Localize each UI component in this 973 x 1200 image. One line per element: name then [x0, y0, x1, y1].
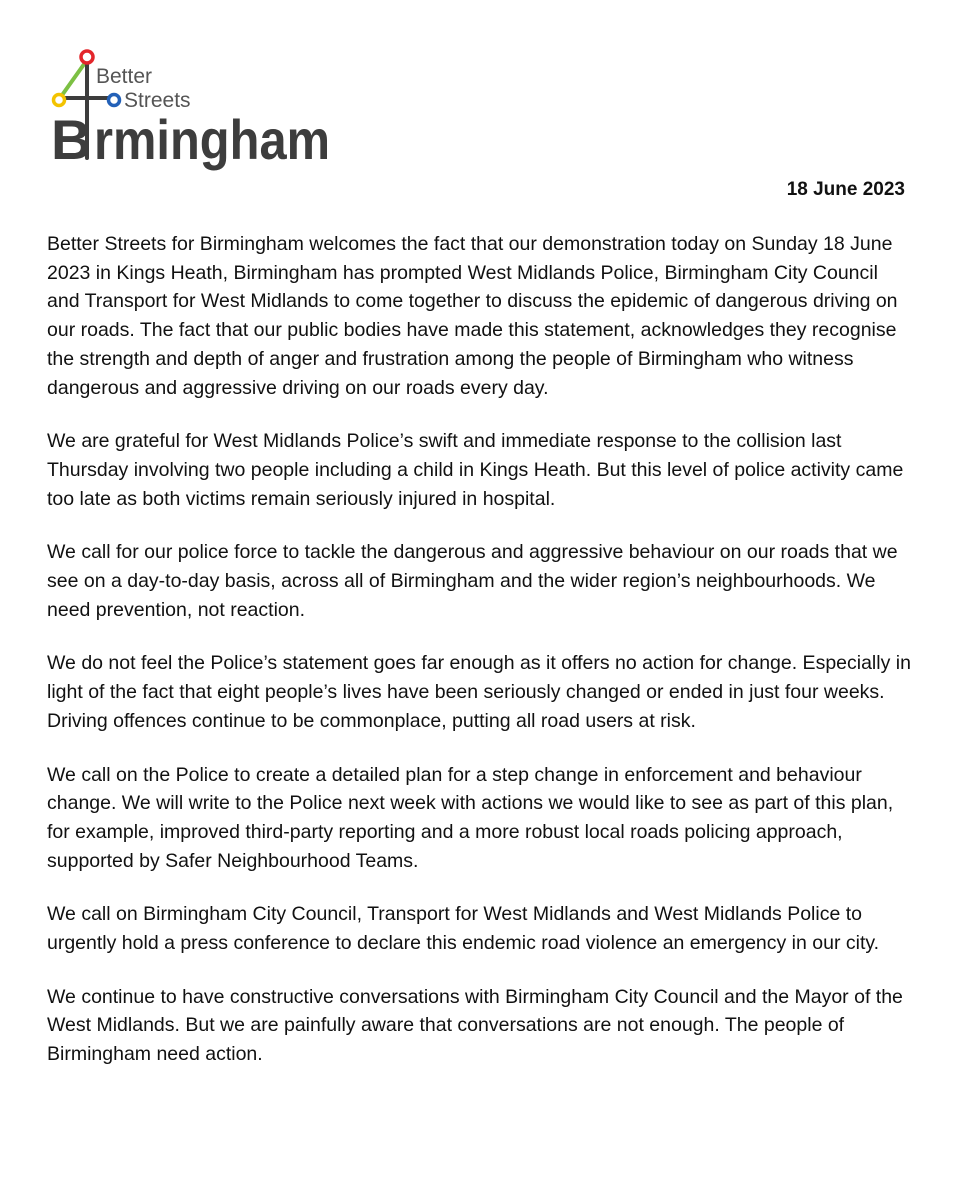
paragraph-7: We continue to have constructive conversations with Birmingham City Council and the Mayor of the West Midlands. But we are painfully aware that conversations are not enough. The people of Birmingham need action. [47, 985, 903, 1066]
logo-green-line [60, 60, 87, 98]
logo-yellow-circle [54, 95, 65, 106]
logo-red-circle [81, 51, 93, 63]
logo-blue-circle [109, 95, 120, 106]
paragraph-1: Better Streets for Birmingham welcomes the fact that our demonstration today on Sunday 18 June 2023 in Kings Heath, Birmingham has prompted West Midlands Police, Birmingham City Council and Transport for West Midlands to come together to discuss the epidemic of dangerous driving on our roads. The fact that our public bodies have made this statement, acknowledges they recognise the strength and depth of anger and frustration among the people of Birmingham who witness dangerous and aggressive driving on our roads every day. [47, 233, 898, 399]
paragraph-2: We are grateful for West Midlands Police’s swift and immediate response to the collision last Thursday involving two people including a child in Kings Heath. But this level of police activity came too late as both victims remain seriously injured in hospital. [47, 430, 904, 510]
logo-wordmark-b: B [51, 108, 92, 171]
better-streets-birmingham-logo [50, 48, 340, 173]
paragraph-5: We call on the Police to create a detailed plan for a step change in enforcement and behaviour change. We will write to the Police next week with actions we would like to see as part of this plan, for example, improved third-party reporting and a more robust local roads policing approach, supported by Safer Neighbourhood Teams. [47, 763, 894, 872]
statement-body [47, 230, 913, 1069]
paragraph-3: We call for our police force to tackle the dangerous and aggressive behaviour on our roads that we see on a day-to-day basis, across all of Birmingham and the wider region’s neighbourhoods. We need prevention, not reaction. [47, 541, 898, 621]
paragraph-6: We call on Birmingham City Council, Transport for West Midlands and West Midlands Police to urgently hold a press conference to declare this endemic road violence an emergency in our city. [47, 903, 880, 955]
logo-line-better: Better [96, 65, 153, 88]
document-date: 18 June 2023 [786, 179, 905, 200]
logo-wordmark-rest: rmingham [94, 108, 330, 171]
logo-line-streets: Streets [124, 89, 191, 112]
paragraph-4: We do not feel the Police’s statement goes far enough as it offers no action for change. Especially in light of the fact that eight people’s lives have been seriously changed or ended in just four weeks. Driving offences continue to be commonplace, putting all road users at risk. [47, 652, 911, 732]
